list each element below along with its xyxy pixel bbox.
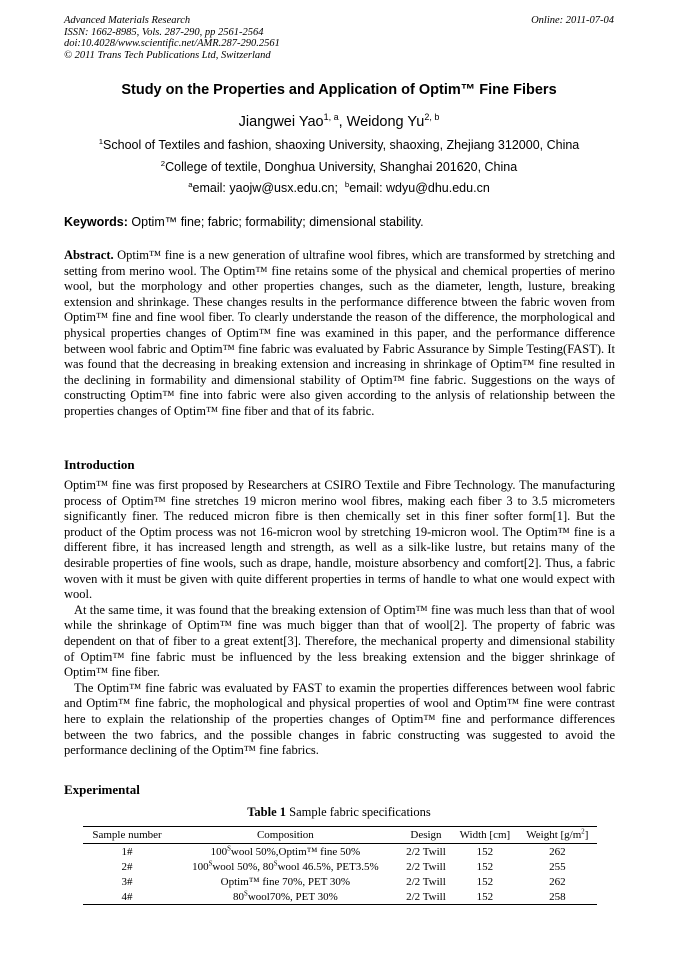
experimental-heading: Experimental <box>64 782 140 797</box>
table-label: Table 1 <box>247 805 287 819</box>
affiliation-1-text: School of Textiles and fashion, shaoxing University, shaoxing, Zhejiang 312000, China <box>103 138 580 152</box>
cell-weight: 258 <box>518 889 597 905</box>
cell-sample: 3# <box>121 875 133 888</box>
col-weight <box>518 827 597 844</box>
email-a-sup: a <box>188 179 193 189</box>
composition-part: Optim™ fine 70%, PET 30% <box>220 875 351 888</box>
author-separator: , <box>338 114 347 130</box>
table-row <box>83 889 597 905</box>
composition-part: 100 <box>210 845 228 858</box>
abstract-text: Optim™ fine is a new generation of ultrafine wool fibres, which are transformed by stretching and setting from merino wool. The Optim™ fine retains some of the physical and chemical properties of merino wool, but the morphology and other properties changes, such as the diameter, length, lusture, breaking extension and shrinkage. These changes results in the performance difference btween the fabric woven from Optim™ fine and fine wool fiber. To clearly understande the reason of the difference, the morphological and physical properties changes of Optim™ fine was examined in this paper, and the performance difference between wool fabric and Optim™ fine fabric was evaluated by Fabric Assurance by Simple Testing(FAST). It was found that the decreasing in breaking extension and increasing in shrinkage of Optim™ fine resulted in the declining in formability and dimensional stability of Optim™ fine fabric. Suggestions on the ways of constructing Optim™ fine into fabric were also given according to the anlysis of relationship between the properties changes of Optim™ fine fiber and that of its fabric. <box>64 248 615 418</box>
introduction-heading: Introduction <box>64 457 135 472</box>
keywords-label: Keywords: <box>64 215 128 229</box>
author-2: Weidong Yu <box>346 114 425 130</box>
journal-name: Advanced Materials Research <box>64 15 191 26</box>
online-date: Online: 2011-07-04 <box>531 15 614 26</box>
table-row <box>83 874 597 889</box>
cell-weight: 262 <box>549 845 566 858</box>
abstract <box>64 248 615 420</box>
col-weight-end: ] <box>584 829 589 841</box>
cell-composition <box>171 844 400 860</box>
affiliation-1-sup: 1 <box>98 136 104 146</box>
email-b-sup: b <box>344 179 350 189</box>
cell-design: 2/2 Twill <box>406 875 446 888</box>
keywords <box>64 215 616 229</box>
cell-composition <box>171 889 400 905</box>
col-composition: Composition <box>171 827 400 844</box>
cell-width: 152 <box>476 845 494 858</box>
author-1-sup: 1, a <box>323 112 339 123</box>
email-line <box>0 181 678 195</box>
copyright-line: © 2011 Trans Tech Publications Ltd, Switzerland <box>64 49 271 61</box>
affiliation-2-sup: 2 <box>160 158 166 168</box>
table-caption <box>0 805 678 820</box>
table-row <box>83 859 597 874</box>
issn-line: ISSN: 1662-8985, Vols. 287-290, pp 2561-2564 <box>64 26 264 38</box>
intro-paragraph-2: At the same time, it was found that the breaking extension of Optim™ fine was much less than that of wool while the shrinkage of Optim™ fine was much bigger than that of wool[2]. The property of fabric was dependent on that of fiber to a great extent[3]. Therefore, the mechanical property and dimensional stability of Optim™ fine fabric must be influenced by the less breaking extension and the bigger shrinkage of Optim™ fine fiber. <box>64 602 615 680</box>
intro-paragraph-3: The Optim™ fine fabric was evaluated by FAST to examin the properties differences between wool fabric and Optim™ fine fabric, the mophological and physical properties of wool and Optim™ fine were contrast here to explain the relationship of the properties changes of Optim™ fine and performance differences between the two fabrics, and the possible changes in fabric constructing was suggested to avoid the performance declining of the Optim™ fine fabrics. <box>64 680 615 758</box>
col-design: Design <box>400 827 452 844</box>
cell-sample: 1# <box>121 845 133 858</box>
col-weight-text: Weight [g/m <box>526 829 582 841</box>
cell-weight: 262 <box>549 875 566 888</box>
table-title: Sample fabric specifications <box>286 805 431 819</box>
composition-sup: S <box>273 859 278 867</box>
keywords-text: Optim™ fine; fabric; formability; dimensional stability. <box>131 215 424 229</box>
cell-weight: 255 <box>549 860 566 873</box>
abstract-label: Abstract. <box>64 248 114 262</box>
col-weight-sup: 2 <box>581 828 585 836</box>
cell-sample: 2# <box>121 860 133 873</box>
composition-part: 80 <box>233 890 245 903</box>
col-width: Width [cm] <box>452 827 517 844</box>
col-sample: Sample number <box>83 827 171 844</box>
author-1: Jiangwei Yao <box>238 114 324 130</box>
email-b: email: wdyu@dhu.edu.cn <box>349 181 490 195</box>
cell-composition <box>171 859 400 874</box>
composition-part: wool 50%, 80 <box>212 860 274 873</box>
email-a: email: yaojw@usx.edu.cn; <box>192 181 338 195</box>
cell-design: 2/2 Twill <box>400 889 452 905</box>
cell-width: 152 <box>476 860 494 873</box>
composition-part: 100 <box>192 860 209 873</box>
intro-paragraph-1: Optim™ fine was first proposed by Researchers at CSIRO Textile and Fibre Technology. The manufacturing process of Optim™ fine stretches 19 micron merino wool fibres, making each fiber 3 to 3.5 micrometers significantly finer. The reduced micron fibre is then chemically set in this finer softer form[1]. But the product of the Optim process was not 16-micron wool by stretching 19-micron wool. The Optim™ fine is a different fibre, it has increased length and strength, as well as a silk-like lustre, but retains many of the desirable properties of fine wools, such as drape, handle, moisture absorbency and comfort[2]. Thus, a fabric woven with it must be given with quite different properties in terms of handle to what one would expect with wool. <box>64 478 615 602</box>
paper-title: Study on the Properties and Application of Optim™ Fine Fibers <box>121 82 557 98</box>
table-header-row <box>83 827 597 844</box>
cell-composition <box>171 874 400 889</box>
cell-design: 2/2 Twill <box>406 860 446 873</box>
running-header <box>64 15 280 61</box>
composition-sup: S <box>208 859 213 867</box>
author-line <box>0 114 678 130</box>
doi-line: doi:10.4028/www.scientific.net/AMR.287-290.2561 <box>64 38 280 49</box>
cell-sample: 4# <box>83 889 171 905</box>
composition-sup: S <box>244 889 248 897</box>
composition-part: wool70%, PET 30% <box>247 890 338 903</box>
table-row <box>83 844 597 860</box>
composition-part: wool 50%,Optim™ fine 50% <box>230 845 361 858</box>
introduction-body <box>64 478 615 759</box>
cell-width: 152 <box>476 875 494 888</box>
affiliation-2 <box>0 160 678 174</box>
cell-design: 2/2 Twill <box>406 845 446 858</box>
affiliation-2-text: College of textile, Donghua University, Shanghai 201620, China <box>165 160 518 174</box>
cell-width: 152 <box>452 889 517 905</box>
sample-spec-table <box>83 826 597 905</box>
affiliation-1 <box>0 138 678 152</box>
author-2-sup: 2, b <box>424 112 440 123</box>
composition-part: wool 46.5%, PET3.5% <box>277 860 379 873</box>
composition-sup: S <box>227 844 231 852</box>
